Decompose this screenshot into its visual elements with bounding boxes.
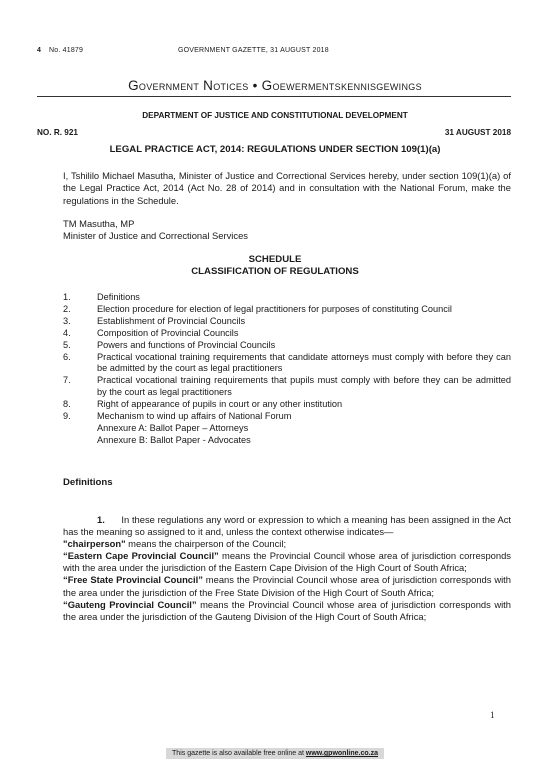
notice-line (37, 128, 511, 137)
toc-item: 6. Practical vocational training requirements that candidate attorneys must comply with before they can be admitted by the court as legal practitioners (63, 351, 511, 374)
section-title: Government Notices • Goewermentskennisgewings (128, 78, 422, 93)
notice-date: 31 AUGUST 2018 (444, 128, 511, 137)
definition-item: “Free State Provincial Council” means the Provincial Council whose area of jurisdiction corresponds with the area under the jurisdiction of the Free State Division of the High Court of South Africa; (63, 574, 511, 598)
footer-link[interactable]: www.gpwonline.co.za (305, 750, 378, 757)
signatory (63, 218, 511, 243)
annexure-a: Annexure A: Ballot Paper – Attorneys (97, 422, 249, 433)
act-title: LEGAL PRACTICE ACT, 2014: REGULATIONS UNDER SECTION 109(1)(a) (109, 144, 441, 155)
schedule-subtitle: CLASSIFICATION OF REGULATIONS (191, 266, 359, 277)
page-number: 4 (37, 47, 42, 54)
definition-item: “Gauteng Provincial Council” means the Provincial Council whose area of jurisdiction corresponds with the area under the jurisdiction of the Gauteng Division of the High Court of South Africa; (63, 598, 512, 622)
issue-number: No. 41879 (49, 47, 84, 54)
toc-item: 7. Practical vocational training requirements that pupils must comply with before they can be admitted by the court as legal practitioners (63, 375, 511, 398)
department-name: DEPARTMENT OF JUSTICE AND CONSTITUTIONAL DEVELOPMENT (142, 111, 408, 120)
schedule-title: SCHEDULE (248, 254, 302, 265)
definitions-intro: 1. In these regulations any word or expression to which a meaning has been assigned in the Act has the meaning so assigned to it and, unless the context otherwise indicates— (63, 514, 512, 538)
toc-item: 4. Composition of Provincial Councils (63, 327, 239, 338)
definitions-body (63, 514, 511, 623)
annexure-b: Annexure B: Ballot Paper - Advocates (97, 434, 251, 445)
toc-item: 2. Election procedure for election of legal practitioners for purposes of constituting Council (63, 303, 452, 314)
notice-number: NO. R. 921 (37, 128, 78, 137)
toc-item: 5. Powers and functions of Provincial Councils (63, 339, 276, 350)
toc-item: 8. Right of appearance of pupils in court or any other institution (63, 399, 343, 410)
definitions-heading: Definitions (63, 477, 113, 488)
signatory-title: Minister of Justice and Correctional Services (63, 230, 248, 242)
divider (37, 96, 511, 97)
footer (0, 742, 550, 760)
signatory-name: TM Masutha, MP (63, 218, 135, 229)
toc-item: 1. Definitions (63, 292, 140, 302)
schedule-heading (0, 254, 550, 278)
table-of-contents (63, 292, 511, 447)
page-footer-number: 1 (490, 710, 495, 720)
toc-item: 3. Establishment of Provincial Councils (63, 315, 246, 326)
definition-item: “Eastern Cape Provincial Council” means the Provincial Council whose area of jurisdiction corresponds with the area under the jurisdiction of the Eastern Cape Division of the High Court of South Africa; (63, 550, 511, 574)
definition-item: "chairperson" means the chairperson of the Council; (63, 538, 287, 550)
toc-item: 9. Mechanism to wind up affairs of National Forum (63, 411, 292, 422)
intro-paragraph: I, Tshililo Michael Masutha, Minister of Justice and Correctional Services hereby, under section 109(1)(a) of the Legal Practice Act, 2014 (Act No. 28 of 2014) and in consultation with the National Forum, make the regulations in the Schedule. (63, 170, 511, 206)
footer-banner: This gazette is also available free online at www.gpwonline.co.za (166, 748, 384, 759)
gazette-title: GOVERNMENT GAZETTE, 31 AUGUST 2018 (178, 47, 329, 54)
